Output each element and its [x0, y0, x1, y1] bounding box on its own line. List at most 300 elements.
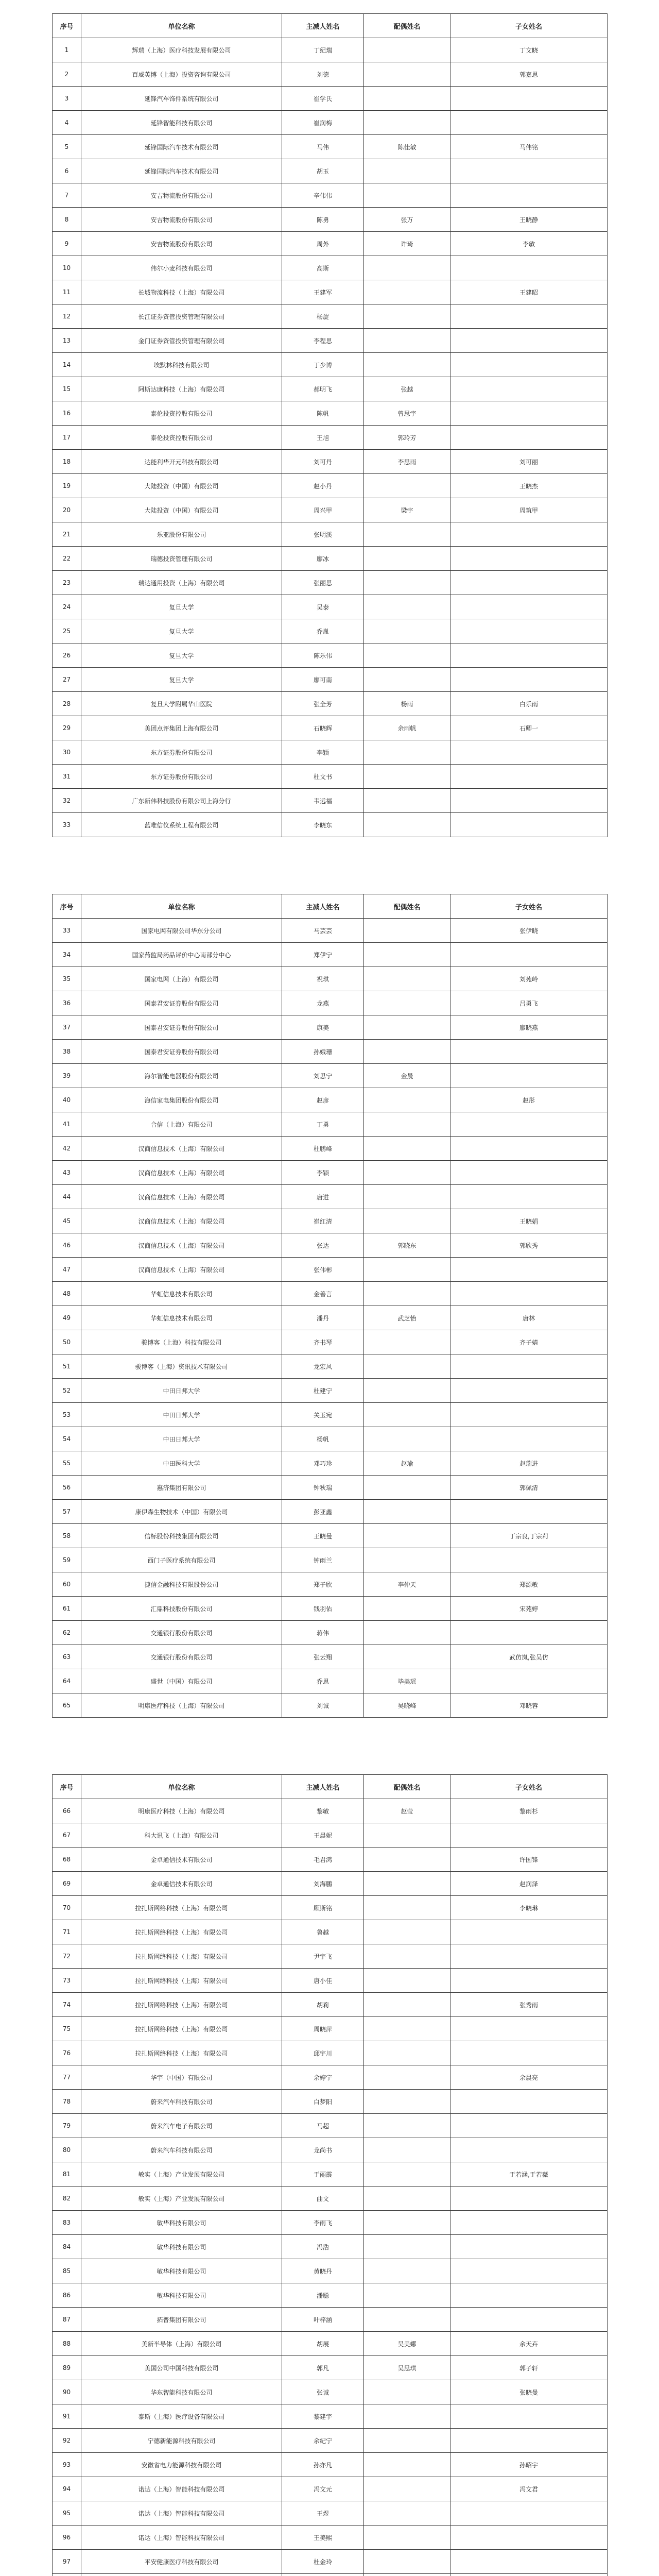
col-child-name-cell	[450, 595, 608, 619]
col-primary-name-cell: 丁少博	[282, 353, 364, 377]
col-index-cell: 45	[53, 1209, 81, 1233]
col-company-cell: 金卓通信技术有限公司	[81, 1848, 282, 1872]
col-child-name-cell	[450, 2550, 608, 2574]
col-company-cell: 诺达（上海）智能科技有限公司	[81, 2477, 282, 2501]
header-col-index: 序号	[53, 894, 81, 919]
col-spouse-name-cell	[364, 619, 450, 643]
col-company-cell: 中田医科大学	[81, 1451, 282, 1476]
col-spouse-name-cell: 张越	[364, 377, 450, 401]
col-index-cell: 23	[53, 571, 81, 595]
col-child-name-cell	[450, 2501, 608, 2526]
header-col-primary-name: 主减人姓名	[282, 14, 364, 38]
col-spouse-name-cell	[364, 1258, 450, 1282]
col-spouse-name-cell	[364, 1161, 450, 1185]
table-row	[53, 919, 608, 943]
col-child-name-cell: 孙昭宇	[450, 2453, 608, 2477]
col-spouse-name-cell	[364, 1379, 450, 1403]
col-company-cell: 安吉物流股份有限公司	[81, 232, 282, 256]
col-child-name-cell	[450, 2211, 608, 2235]
col-primary-name-cell: 余婷宁	[282, 2065, 364, 2090]
table-row	[53, 38, 608, 62]
table-row	[53, 2550, 608, 2574]
table-row	[53, 2404, 608, 2429]
col-child-name-cell	[450, 1282, 608, 1306]
col-child-name-cell: 武仿岚,张吴仿	[450, 1645, 608, 1669]
col-primary-name-cell: 顾斯铭	[282, 1896, 364, 1920]
col-spouse-name-cell: 郭晓东	[364, 1233, 450, 1258]
table-row	[53, 1848, 608, 1872]
col-spouse-name-cell	[364, 329, 450, 353]
col-company-cell: 复旦大学	[81, 619, 282, 643]
col-child-name-cell: 张秀雨	[450, 1993, 608, 2017]
col-spouse-name-cell: 吴思琪	[364, 2356, 450, 2380]
col-company-cell: 安吉物流股份有限公司	[81, 183, 282, 208]
col-spouse-name-cell	[364, 2187, 450, 2211]
col-company-cell: 敏华科技有限公司	[81, 2235, 282, 2259]
col-spouse-name-cell: 赵莹	[364, 1799, 450, 1823]
col-spouse-name-cell	[364, 1427, 450, 1451]
col-company-cell: 华东智能科技有限公司	[81, 2380, 282, 2404]
col-company-cell: 蔚来汽车科技有限公司	[81, 2090, 282, 2114]
col-index-cell: 60	[53, 1572, 81, 1597]
table-row	[53, 2041, 608, 2065]
col-company-cell: 国家药监局药品评价中心南部分中心	[81, 943, 282, 967]
col-child-name-cell: 石卿一	[450, 716, 608, 740]
col-primary-name-cell: 冯文元	[282, 2477, 364, 2501]
table-row	[53, 232, 608, 256]
table-row	[53, 1088, 608, 1112]
col-company-cell: 拉扎斯网络科技（上海）有限公司	[81, 2017, 282, 2041]
table-row	[53, 943, 608, 967]
col-company-cell: 骏博客（上海）资讯技术有限公司	[81, 1354, 282, 1379]
col-primary-name-cell: 周兴甲	[282, 498, 364, 522]
col-company-cell: 蓝唯信仪系统工程有限公司	[81, 813, 282, 837]
col-primary-name-cell: 刘可丹	[282, 450, 364, 474]
col-company-cell: 捷信金融科技有限股份公司	[81, 1572, 282, 1597]
col-primary-name-cell: 马伟	[282, 135, 364, 159]
col-company-cell: 汉商信息技术（上海）有限公司	[81, 1161, 282, 1185]
col-spouse-name-cell	[364, 1848, 450, 1872]
col-primary-name-cell: 李颖	[282, 740, 364, 765]
col-primary-name-cell: 赵彦	[282, 1088, 364, 1112]
col-primary-name-cell: 郑伊宁	[282, 943, 364, 967]
col-index-cell: 93	[53, 2453, 81, 2477]
col-index-cell: 76	[53, 2041, 81, 2065]
col-spouse-name-cell	[364, 1040, 450, 1064]
col-index-cell: 6	[53, 159, 81, 183]
col-child-name-cell	[450, 1823, 608, 1848]
col-child-name-cell	[450, 740, 608, 765]
col-child-name-cell	[450, 1112, 608, 1137]
col-spouse-name-cell	[364, 183, 450, 208]
col-index-cell: 38	[53, 1040, 81, 1064]
col-spouse-name-cell	[364, 1597, 450, 1621]
table-row	[53, 2065, 608, 2090]
table-row	[53, 2429, 608, 2453]
col-spouse-name-cell	[364, 2404, 450, 2429]
col-company-cell: 汉商信息技术（上海）有限公司	[81, 1258, 282, 1282]
table-row	[53, 1896, 608, 1920]
col-child-name-cell	[450, 2017, 608, 2041]
col-company-cell: 华虹信息技术有限公司	[81, 1282, 282, 1306]
col-index-cell: 46	[53, 1233, 81, 1258]
table-row	[53, 2477, 608, 2501]
col-primary-name-cell: 李颖	[282, 1161, 364, 1185]
table-row	[53, 1500, 608, 1524]
col-index-cell: 53	[53, 1403, 81, 1427]
table-row	[53, 2017, 608, 2041]
col-spouse-name-cell	[364, 919, 450, 943]
col-index-cell: 33	[53, 813, 81, 837]
col-child-name-cell: 张晓曼	[450, 2380, 608, 2404]
col-child-name-cell: 郭欣秀	[450, 1233, 608, 1258]
table-row	[53, 813, 608, 837]
col-child-name-cell	[450, 2574, 608, 2576]
table-row	[53, 2453, 608, 2477]
col-child-name-cell	[450, 2259, 608, 2283]
table-row	[53, 2574, 608, 2576]
table-row	[53, 353, 608, 377]
col-primary-name-cell: 关玉宛	[282, 1403, 364, 1427]
col-company-cell: 乐亚股份有限公司	[81, 522, 282, 547]
col-child-name-cell	[450, 1258, 608, 1282]
col-index-cell: 54	[53, 1427, 81, 1451]
col-company-cell: 平安健康医疗科技有限公司	[81, 2550, 282, 2574]
col-company-cell: 信标股份科技集团有限公司	[81, 1524, 282, 1548]
col-index-cell: 8	[53, 208, 81, 232]
table-row	[53, 87, 608, 111]
col-primary-name-cell: 辛伟伟	[282, 183, 364, 208]
table-row	[53, 619, 608, 643]
col-index-cell: 87	[53, 2308, 81, 2332]
col-child-name-cell	[450, 1161, 608, 1185]
header-col-company: 单位名称	[81, 14, 282, 38]
col-company-cell: 辉瑞（上海）医疗科技发展有限公司	[81, 38, 282, 62]
col-index-cell: 95	[53, 2501, 81, 2526]
col-index-cell: 69	[53, 1872, 81, 1896]
col-index-cell: 19	[53, 474, 81, 498]
col-child-name-cell: 张伊晓	[450, 919, 608, 943]
col-child-name-cell: 李晓琳	[450, 1896, 608, 1920]
table-row	[53, 1669, 608, 1693]
col-child-name-cell: 丁文晓	[450, 38, 608, 62]
table-row	[53, 1693, 608, 1718]
col-index-cell: 49	[53, 1306, 81, 1330]
col-child-name-cell: 赵润泽	[450, 1872, 608, 1896]
col-company-cell: 复旦大学附属华山医院	[81, 692, 282, 716]
col-child-name-cell	[450, 1064, 608, 1088]
col-child-name-cell	[450, 426, 608, 450]
col-child-name-cell	[450, 1354, 608, 1379]
col-spouse-name-cell	[364, 1524, 450, 1548]
col-index-cell: 7	[53, 183, 81, 208]
col-index-cell: 9	[53, 232, 81, 256]
col-child-name-cell	[450, 304, 608, 329]
col-index-cell: 5	[53, 135, 81, 159]
col-child-name-cell	[450, 2526, 608, 2550]
header-col-company: 单位名称	[81, 1775, 282, 1799]
table-row	[53, 1064, 608, 1088]
col-primary-name-cell: 余纪宁	[282, 2429, 364, 2453]
col-spouse-name-cell	[364, 111, 450, 135]
col-child-name-cell: 郭嘉思	[450, 62, 608, 87]
col-primary-name-cell: 王晨妮	[282, 1823, 364, 1848]
table-row	[53, 401, 608, 426]
table-row	[53, 789, 608, 813]
col-child-name-cell	[450, 943, 608, 967]
col-spouse-name-cell	[364, 1354, 450, 1379]
col-child-name-cell	[450, 183, 608, 208]
table-row	[53, 474, 608, 498]
table-row	[53, 967, 608, 991]
col-index-cell: 47	[53, 1258, 81, 1282]
col-company-cell: 海尔智能电器股份有限公司	[81, 1064, 282, 1088]
col-child-name-cell: 齐子婧	[450, 1330, 608, 1354]
table-row	[53, 256, 608, 280]
col-child-name-cell: 白乐雨	[450, 692, 608, 716]
col-child-name-cell	[450, 256, 608, 280]
col-spouse-name-cell	[364, 2235, 450, 2259]
col-spouse-name-cell	[364, 2090, 450, 2114]
col-index-cell: 59	[53, 1548, 81, 1572]
col-primary-name-cell: 彭亚鑫	[282, 1500, 364, 1524]
col-child-name-cell	[450, 2187, 608, 2211]
col-primary-name-cell: 王煜	[282, 2501, 364, 2526]
col-company-cell: 拉扎斯网络科技（上海）有限公司	[81, 2041, 282, 2065]
col-company-cell: 中田日邦大学	[81, 1427, 282, 1451]
table-row	[53, 2356, 608, 2380]
table-row	[53, 2501, 608, 2526]
col-spouse-name-cell	[364, 2211, 450, 2235]
table-row	[53, 1524, 608, 1548]
table-row	[53, 135, 608, 159]
col-primary-name-cell: 张诚	[282, 2380, 364, 2404]
col-primary-name-cell: 黄晓丹	[282, 2259, 364, 2283]
col-primary-name-cell: 张云翔	[282, 1645, 364, 1669]
col-spouse-name-cell: 许琦	[364, 232, 450, 256]
col-index-cell: 17	[53, 426, 81, 450]
col-child-name-cell	[450, 2114, 608, 2138]
col-index-cell: 1	[53, 38, 81, 62]
col-index-cell: 92	[53, 2429, 81, 2453]
col-company-cell: 拉扎斯网络科技（上海）有限公司	[81, 1896, 282, 1920]
col-child-name-cell	[450, 571, 608, 595]
col-index-cell: 64	[53, 1669, 81, 1693]
col-child-name-cell	[450, 2235, 608, 2259]
table-block-1	[52, 13, 608, 837]
col-index-cell: 89	[53, 2356, 81, 2380]
col-index-cell: 39	[53, 1064, 81, 1088]
col-primary-name-cell: 李程思	[282, 329, 364, 353]
col-spouse-name-cell: 金晨	[364, 1064, 450, 1088]
col-primary-name-cell: 杜鹏峰	[282, 1137, 364, 1161]
col-index-cell: 90	[53, 2380, 81, 2404]
col-index-cell: 12	[53, 304, 81, 329]
col-index-cell: 44	[53, 1185, 81, 1209]
col-company-cell: 交通银行股份有限公司	[81, 1645, 282, 1669]
col-company-cell: 泰伦投资控股有限公司	[81, 401, 282, 426]
col-index-cell: 33	[53, 919, 81, 943]
col-spouse-name-cell	[364, 991, 450, 1015]
col-company-cell: 中田日邦大学	[81, 1403, 282, 1427]
col-primary-name-cell: 王建军	[282, 280, 364, 304]
col-primary-name-cell: 赵小丹	[282, 474, 364, 498]
table-row	[53, 1282, 608, 1306]
col-primary-name-cell: 潘丹	[282, 1306, 364, 1330]
col-primary-name-cell: 杜金玲	[282, 2550, 364, 2574]
col-company-cell: 汉商信息技术（上海）有限公司	[81, 1137, 282, 1161]
col-index-cell: 3	[53, 87, 81, 111]
col-company-cell: 达能利华开元科技有限公司	[81, 450, 282, 474]
col-spouse-name-cell	[364, 2138, 450, 2162]
page-gap	[0, 1718, 659, 1774]
col-company-cell: 金门证券资管投资管理有限公司	[81, 329, 282, 353]
col-primary-name-cell: 龙宏风	[282, 1354, 364, 1379]
col-company-cell	[81, 2574, 282, 2576]
col-spouse-name-cell	[364, 2283, 450, 2308]
col-index-cell: 2	[53, 62, 81, 87]
col-index-cell: 70	[53, 1896, 81, 1920]
col-index-cell	[53, 2574, 81, 2576]
col-index-cell: 35	[53, 967, 81, 991]
col-spouse-name-cell	[364, 1645, 450, 1669]
table-row	[53, 740, 608, 765]
col-company-cell: 敏华科技有限公司	[81, 2259, 282, 2283]
col-primary-name-cell: 龙燕	[282, 991, 364, 1015]
col-child-name-cell: 周筑甲	[450, 498, 608, 522]
table-row	[53, 304, 608, 329]
col-index-cell: 96	[53, 2526, 81, 2550]
col-child-name-cell	[450, 1040, 608, 1064]
table-row	[53, 1799, 608, 1823]
table-row	[53, 1258, 608, 1282]
col-company-cell: 长江证券资管投资管理有限公司	[81, 304, 282, 329]
col-index-cell: 16	[53, 401, 81, 426]
header-col-child-name: 子女姓名	[450, 1775, 608, 1799]
col-company-cell: 埃默林科技有限公司	[81, 353, 282, 377]
table-row	[53, 1621, 608, 1645]
col-company-cell: 东方证券股份有限公司	[81, 765, 282, 789]
col-company-cell: 伟尔小麦科技有限公司	[81, 256, 282, 280]
col-spouse-name-cell: 杨雨	[364, 692, 450, 716]
col-index-cell: 10	[53, 256, 81, 280]
col-primary-name-cell: 黎敏	[282, 1799, 364, 1823]
col-child-name-cell	[450, 789, 608, 813]
col-index-cell: 29	[53, 716, 81, 740]
col-primary-name-cell: 陈勇	[282, 208, 364, 232]
table-row	[53, 668, 608, 692]
col-spouse-name-cell	[364, 38, 450, 62]
col-index-cell: 26	[53, 643, 81, 668]
col-spouse-name-cell	[364, 571, 450, 595]
table-row	[53, 1379, 608, 1403]
table-row	[53, 1427, 608, 1451]
col-spouse-name-cell	[364, 1621, 450, 1645]
col-index-cell: 75	[53, 2017, 81, 2041]
col-company-cell: 复旦大学	[81, 668, 282, 692]
col-spouse-name-cell	[364, 2574, 450, 2576]
col-primary-name-cell: 杨帆	[282, 1427, 364, 1451]
col-spouse-name-cell	[364, 740, 450, 765]
col-spouse-name-cell	[364, 159, 450, 183]
col-spouse-name-cell	[364, 87, 450, 111]
col-index-cell: 78	[53, 2090, 81, 2114]
col-child-name-cell	[450, 2308, 608, 2332]
col-primary-name-cell: 王美熙	[282, 2526, 364, 2550]
col-child-name-cell: 冯文君	[450, 2477, 608, 2501]
col-spouse-name-cell	[364, 1015, 450, 1040]
col-spouse-name-cell	[364, 1330, 450, 1354]
col-child-name-cell: 李敏	[450, 232, 608, 256]
col-spouse-name-cell	[364, 643, 450, 668]
col-company-cell: 安吉物流股份有限公司	[81, 208, 282, 232]
col-spouse-name-cell	[364, 1185, 450, 1209]
table-row	[53, 111, 608, 135]
col-spouse-name-cell	[364, 522, 450, 547]
col-child-name-cell	[450, 1403, 608, 1427]
col-company-cell: 华虹信息技术有限公司	[81, 1306, 282, 1330]
col-primary-name-cell: 金善言	[282, 1282, 364, 1306]
table-row	[53, 2090, 608, 2114]
table-row	[53, 1572, 608, 1597]
col-company-cell: 金卓通信技术有限公司	[81, 1872, 282, 1896]
col-child-name-cell	[450, 522, 608, 547]
table-row	[53, 1969, 608, 1993]
col-company-cell: 西门子医疗系统有限公司	[81, 1548, 282, 1572]
col-spouse-name-cell: 吴美娜	[364, 2332, 450, 2356]
col-company-cell: 安徽省电力能源科技有限公司	[81, 2453, 282, 2477]
col-child-name-cell	[450, 1621, 608, 1645]
col-spouse-name-cell	[364, 1403, 450, 1427]
col-index-cell: 66	[53, 1799, 81, 1823]
col-primary-name-cell: 邱宇川	[282, 2041, 364, 2065]
col-company-cell: 国家电网有限公司华东分公司	[81, 919, 282, 943]
col-index-cell: 36	[53, 991, 81, 1015]
col-index-cell: 41	[53, 1112, 81, 1137]
col-child-name-cell: 邓晓蓉	[450, 1693, 608, 1718]
col-child-name-cell	[450, 1500, 608, 1524]
table-row	[53, 2380, 608, 2404]
col-primary-name-cell: 张明溪	[282, 522, 364, 547]
col-company-cell: 骏博客（上海）科技有限公司	[81, 1330, 282, 1354]
col-spouse-name-cell	[364, 547, 450, 571]
document	[0, 13, 659, 2576]
col-primary-name-cell: 黎建宇	[282, 2404, 364, 2429]
table-row	[53, 1112, 608, 1137]
table-row	[53, 1645, 608, 1669]
col-primary-name-cell: 郭凡	[282, 2356, 364, 2380]
col-primary-name-cell: 钟秋瑞	[282, 1476, 364, 1500]
col-spouse-name-cell	[364, 2041, 450, 2065]
col-child-name-cell	[450, 377, 608, 401]
col-company-cell: 国泰君安证券股份有限公司	[81, 1040, 282, 1064]
table-row	[53, 1451, 608, 1476]
col-child-name-cell	[450, 401, 608, 426]
col-company-cell: 交通银行股份有限公司	[81, 1621, 282, 1645]
col-company-cell: 美国公司中国科技有限公司	[81, 2356, 282, 2380]
table-row	[53, 1040, 608, 1064]
col-index-cell: 20	[53, 498, 81, 522]
table-row	[53, 2332, 608, 2356]
col-child-name-cell	[450, 1920, 608, 1944]
header-row	[53, 1775, 608, 1799]
col-spouse-name-cell: 郭玲芳	[364, 426, 450, 450]
col-spouse-name-cell	[364, 2453, 450, 2477]
col-spouse-name-cell	[364, 1872, 450, 1896]
col-spouse-name-cell	[364, 2501, 450, 2526]
col-spouse-name-cell	[364, 1476, 450, 1500]
table-row	[53, 1137, 608, 1161]
